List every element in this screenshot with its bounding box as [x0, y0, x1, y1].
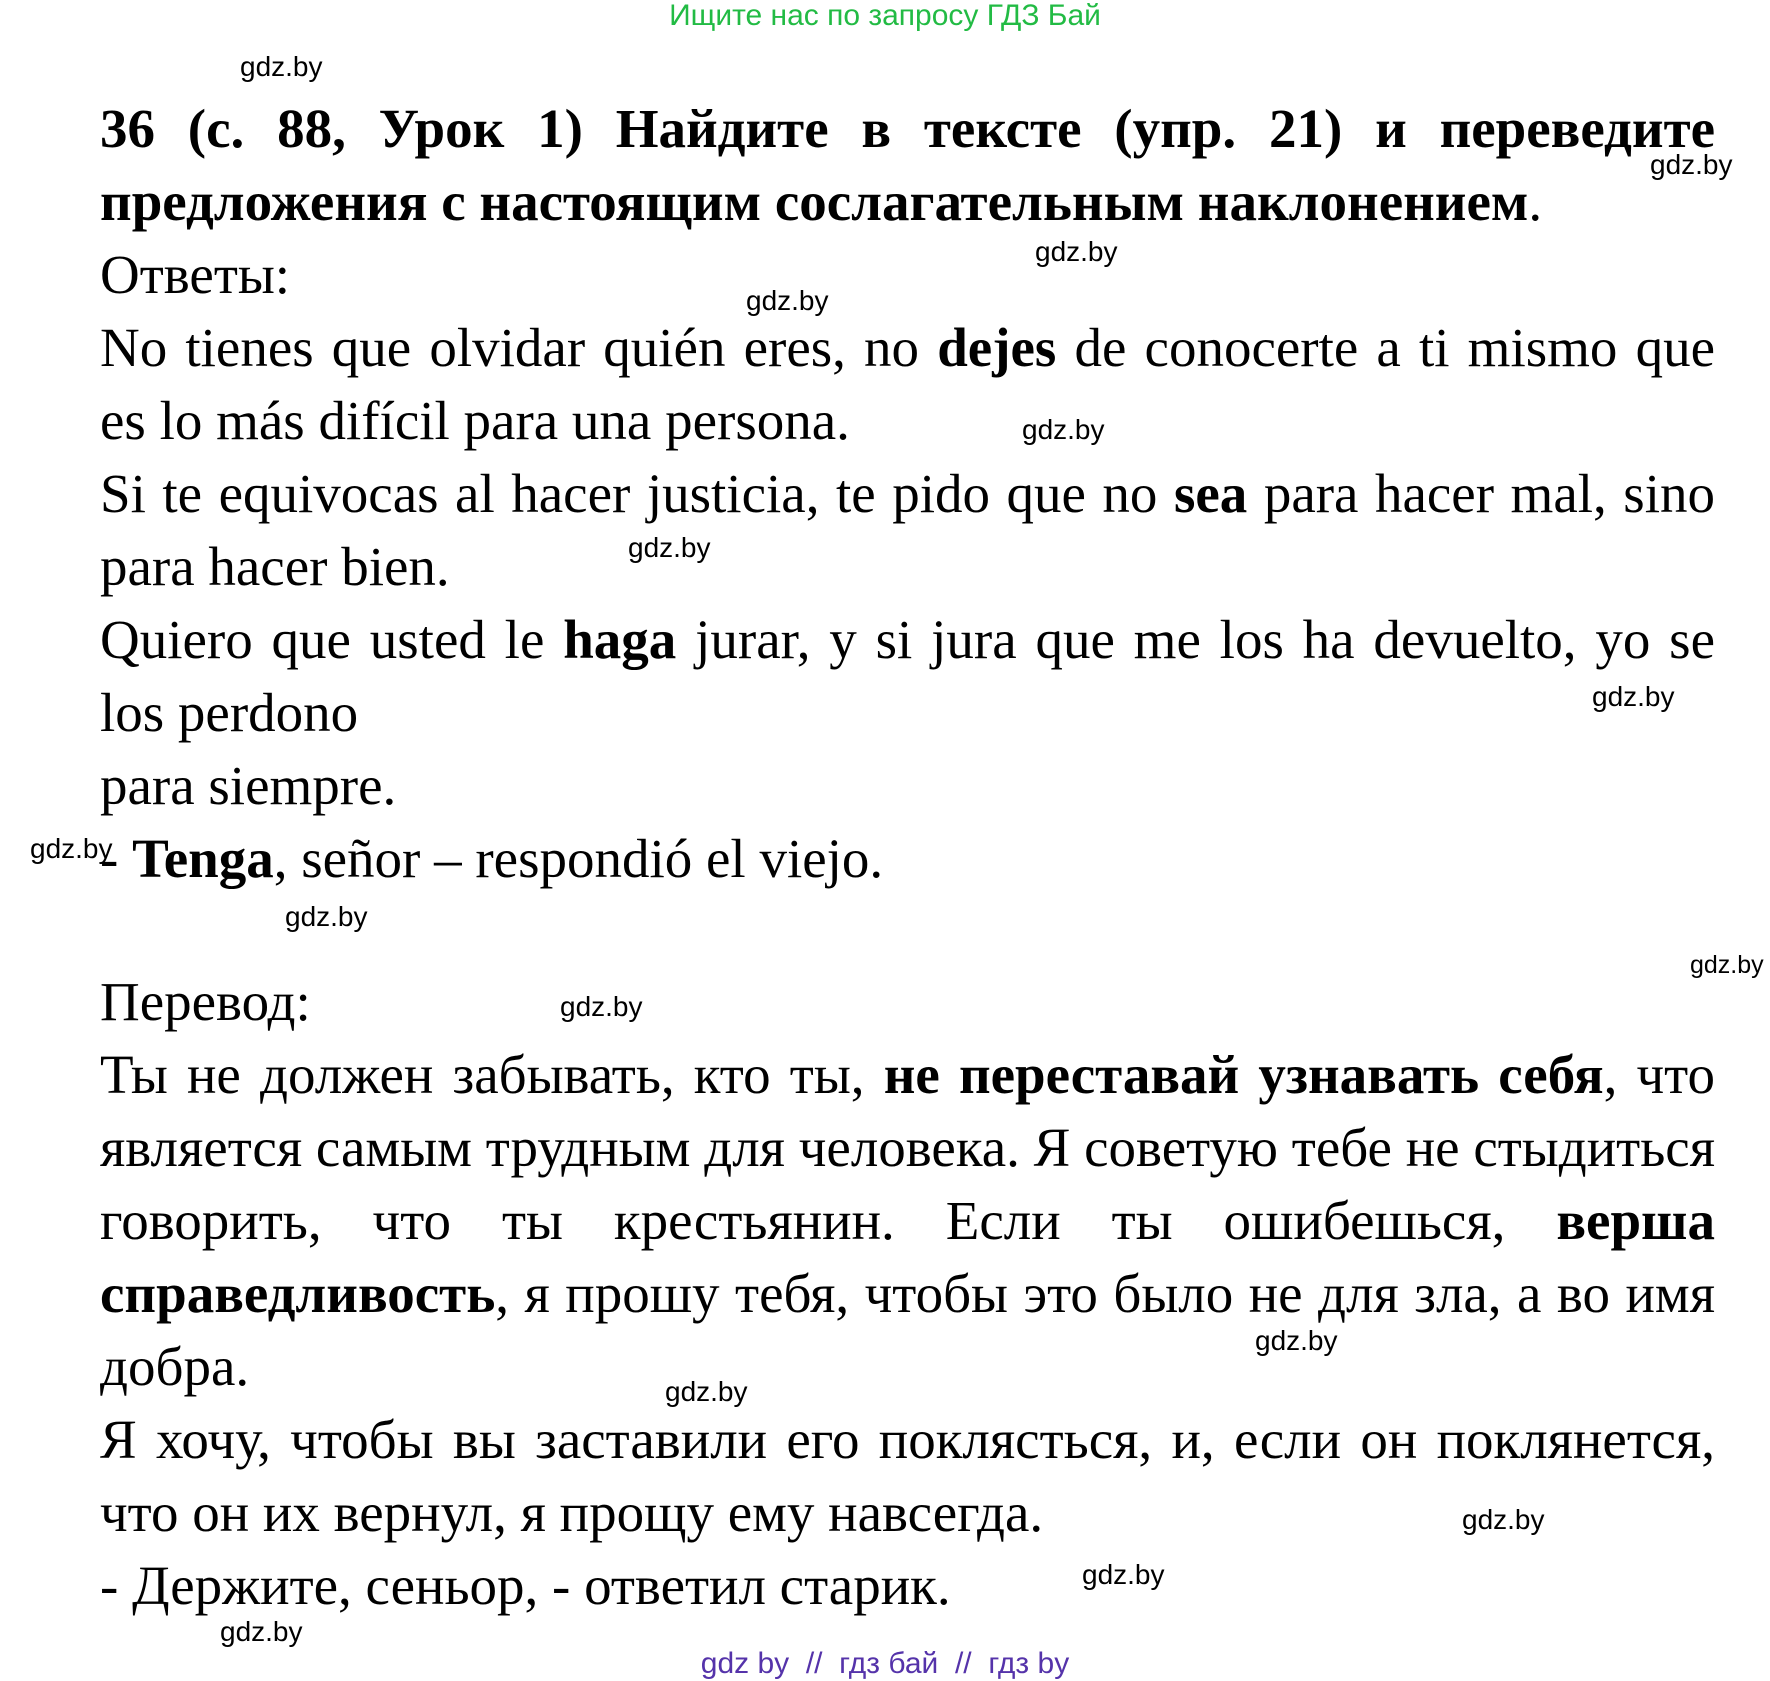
watermark: gdz.by: [1255, 1325, 1338, 1356]
s4-bold: Tenga: [132, 828, 274, 889]
translation-paragraph-1: [100, 1038, 1715, 1403]
s3-text-a: Quiero que usted le: [100, 609, 564, 670]
watermark: gdz.by: [1650, 149, 1733, 180]
t1-text-c: , что является самым трудным для человека. Я советую тебе не стыдиться говорить, что ты крестьянин. Если ты ошибешься,: [100, 1044, 1715, 1251]
s3-bold: haga: [563, 609, 677, 670]
watermark: gdz.by: [285, 901, 368, 932]
t1-bold-2: верша справедливость: [100, 1190, 1715, 1324]
translation-paragraph-3: - Держите, сеньор, - ответил старик.: [100, 1555, 951, 1616]
watermark: gdz.by: [628, 532, 711, 563]
answer-sentence-3: [100, 603, 1715, 749]
translation-label: Перевод:: [100, 971, 311, 1032]
watermark: gdz.by: [220, 1616, 303, 1647]
answer-sentence-3-continued: para siempre.: [100, 755, 397, 816]
watermark: gdz.by: [1690, 951, 1764, 979]
watermark: gdz.by: [1082, 1559, 1165, 1590]
watermark: gdz.by: [746, 285, 829, 316]
heading-period: .: [1528, 171, 1543, 232]
watermark: gdz.by: [1035, 236, 1118, 267]
s2-text-a: Si te equivocas al hacer justicia, te pido que no: [100, 463, 1174, 524]
s1-bold: dejes: [937, 317, 1057, 378]
s1-text-c: de conocerte a ti mismo que es lo más difícil para una persona.: [100, 317, 1715, 451]
watermark: gdz.by: [240, 51, 323, 82]
s2-text-c: para hacer mal, sino para hacer bien.: [100, 463, 1715, 597]
heading-text: 36 (с. 88, Урок 1) Найдите в тексте (упр. 21) и переведите предложения с настоящим сослагательным наклонением: [100, 98, 1715, 232]
watermark: gdz.by: [560, 991, 643, 1022]
answer-sentence-1: [100, 311, 1715, 457]
s1-text-a: No tienes que olvidar quién eres, no: [100, 317, 938, 378]
translation-paragraph-2: Я хочу, чтобы вы заставили его поклясться, и, если он поклянется, что он их вернул, я прощу ему навсегда.: [100, 1409, 1715, 1543]
t1-text-a: Ты не должен забывать, кто ты,: [100, 1044, 884, 1105]
t1-text-e: , я прошу тебя, чтобы это было не для зла, а во имя добра.: [100, 1263, 1715, 1397]
footer: gdz by // гдз бай // гдз by: [700, 1647, 1070, 1680]
s4-dash: -: [100, 828, 133, 889]
exercise-heading: [100, 92, 1715, 238]
t1-bold-1: не переставай узнавать себя: [883, 1044, 1604, 1105]
watermark: gdz.by: [1022, 414, 1105, 445]
watermark: gdz.by: [665, 1376, 748, 1407]
content: [100, 92, 1715, 1622]
s4-text-c: , señor – respondió el viejo.: [273, 828, 884, 889]
s2-bold: sea: [1173, 463, 1248, 524]
answers-label: Ответы:: [100, 244, 291, 305]
watermark: gdz.by: [1462, 1504, 1545, 1535]
watermark: gdz.by: [30, 833, 113, 864]
answer-sentence-4: [100, 822, 1715, 895]
top-banner: Ищите нас по запросу ГДЗ Бай: [669, 0, 1101, 32]
s3-text-c: jurar, y si jura que me los ha devuelto, yo se los perdono: [100, 609, 1715, 743]
answer-sentence-2: [100, 457, 1715, 603]
watermark: gdz.by: [1592, 681, 1675, 712]
